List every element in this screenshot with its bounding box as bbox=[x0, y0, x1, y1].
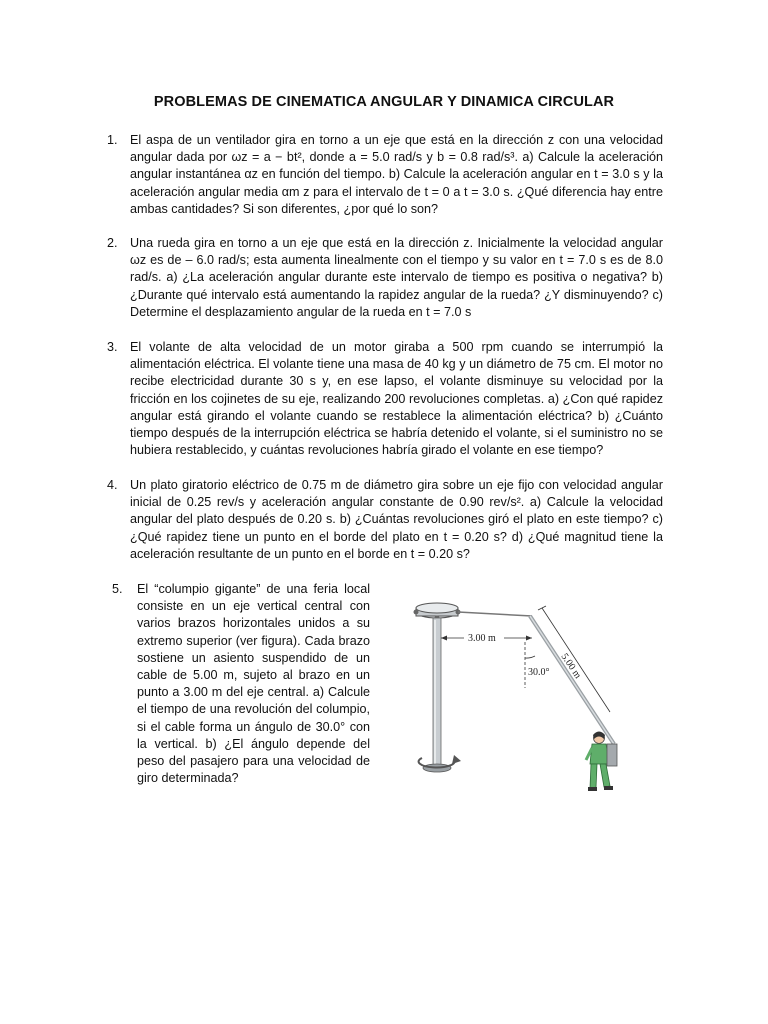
problem-2 bbox=[107, 235, 663, 321]
problem-5 bbox=[112, 581, 370, 787]
problem-text: El aspa de un ventilador gira en torno a un eje que está en la dirección z con una velocidad angular dada por ωz = a − bt², donde a = 5.0 rad/s y b = 0.8 rad/s³. a) Calcule la aceleración angular instantánea αz en función del tiempo. b) Calcule la aceleración angular en t = 3.0 s y la aceleración angular media αm z para el intervalo de t = 0 a t = 3.0 s. ¿Qué diferencia hay entre ambas cantidades? Si son diferentes, ¿por qué lo son? bbox=[130, 133, 663, 216]
problem-1 bbox=[107, 132, 663, 218]
page-title: PROBLEMAS DE CINEMATICA ANGULAR Y DINAMICA CIRCULAR bbox=[153, 94, 615, 110]
problem-text: El “columpio gigante” de una feria local consiste en un eje vertical central con varios brazos horizontales unidos a su extremo superior (ver figura). Cada brazo sostiene un asiento suspendido de un cable de 5.00 m, sujeto al brazo en un punto a 3.00 m del eje central. a) Calcule el tiempo de una revolución del columpio, si el cable forma un ángulo de 30.0° con la vertical. b) ¿El ángulo depende del peso del pasajero para una velocidad de giro determinada? bbox=[137, 582, 370, 786]
angle-label: 30.0° bbox=[528, 667, 550, 678]
problem-number: 4. bbox=[107, 478, 118, 492]
problem-number: 2. bbox=[107, 236, 118, 250]
central-pole bbox=[433, 618, 441, 768]
giant-swing-diagram bbox=[404, 598, 630, 802]
problem-text: El volante de alta velocidad de un motor giraba a 500 rpm cuando se interrumpió la alimentación eléctrica. El volante tiene una masa de 40 kg y un diámetro de 75 cm. El motor no recibe electricidad durante 30 s y, en ese lapso, el volante disminuye su velocidad por la fricción en los cojinetes de su eje, realizando 200 revoluciones completas. a) ¿Con qué rapidez angular está girando el volante cuando se restablece la alimentación eléctrica? b) ¿Cuánto tiempo después de la interrupción eléctrica se habría detenido el volante, si el suministro no se hubiera restablecido, y cuántas revoluciones habría girado el volante en ese tiempo? bbox=[130, 340, 663, 458]
arm-length-label: 3.00 m bbox=[468, 633, 496, 644]
problem-3 bbox=[107, 339, 663, 459]
problem-text: Una rueda gira en torno a un eje que está en la dirección z. Inicialmente la velocidad angular ωz es de – 6.0 rad/s; esta aumenta linealmente con el tiempo y su valor en t = 7.0 s es de 8.0 rad/s. a) ¿La aceleración angular durante este intervalo de tiempo es positiva o negativa? b) ¿Durante qué intervalo está aumentando la rapidez angular de la rueda? ¿Y disminuyendo? c) Determine el desplazamiento angular de la rueda en t = 7.0 s bbox=[130, 236, 663, 319]
problem-4 bbox=[107, 477, 663, 563]
problem-number: 5. bbox=[112, 582, 123, 596]
problem-text: Un plato giratorio eléctrico de 0.75 m de diámetro gira sobre un eje fijo con velocidad angular inicial de 0.25 rev/s y aceleración angular constante de 0.90 rev/s². a) Calcule la velocidad angular del plato después de 0.20 s. b) ¿Cuántas revoluciones giró el plato en este tiempo? c) ¿Qué rapidez tiene un punto en el borde del plato en t = 0.20 s? d) ¿Qué magnitud tiene la aceleración resultante de un punto en el borde en t = 0.20 s? bbox=[130, 478, 663, 561]
problem-number: 1. bbox=[107, 133, 118, 147]
giant-swing-figure bbox=[404, 598, 630, 802]
cable-length-label: 5.00 m bbox=[558, 651, 584, 681]
problem-number: 3. bbox=[107, 340, 118, 354]
